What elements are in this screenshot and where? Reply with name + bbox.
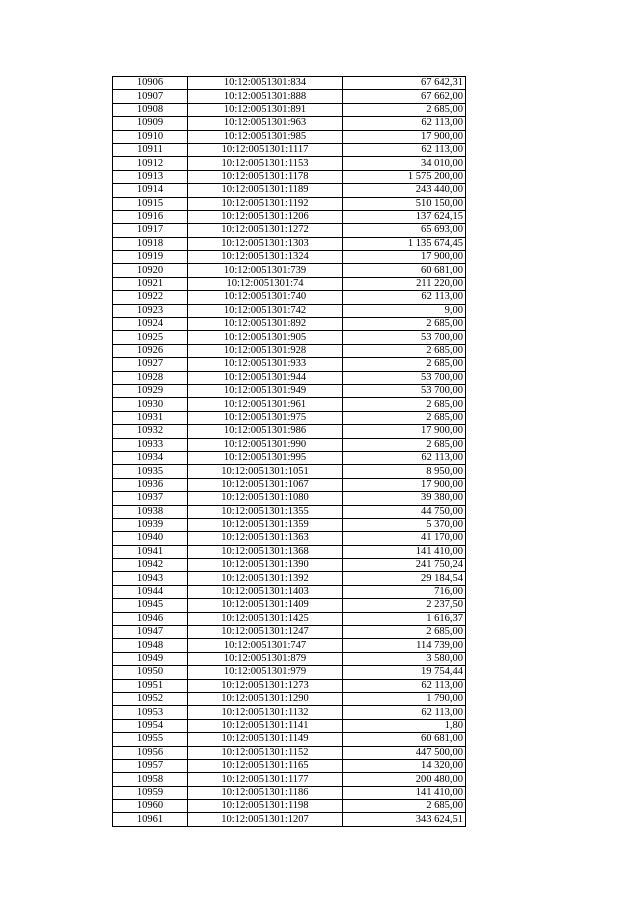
cadastral-value-cell: 2 237,50	[343, 599, 466, 612]
cadastral-number-cell: 10:12:0051301:963	[188, 117, 343, 130]
table-row	[113, 572, 466, 585]
row-number-cell: 10907	[113, 90, 188, 103]
cadastral-number-cell: 10:12:0051301:986	[188, 425, 343, 438]
cadastral-value-cell: 2 685,00	[343, 103, 466, 116]
table-row	[113, 599, 466, 612]
row-number-cell: 10911	[113, 143, 188, 156]
table-row	[113, 759, 466, 772]
row-number-cell: 10926	[113, 344, 188, 357]
cadastral-number-cell: 10:12:0051301:891	[188, 103, 343, 116]
cadastral-number-cell: 10:12:0051301:1149	[188, 733, 343, 746]
cadastral-number-cell: 10:12:0051301:1080	[188, 492, 343, 505]
row-number-cell: 10921	[113, 277, 188, 290]
table-row	[113, 719, 466, 732]
cadastral-value-cell: 2 685,00	[343, 800, 466, 813]
table-row	[113, 639, 466, 652]
document-page	[112, 76, 462, 827]
table-row	[113, 264, 466, 277]
row-number-cell: 10909	[113, 117, 188, 130]
cadastral-value-cell: 67 662,00	[343, 90, 466, 103]
cadastral-value-cell: 41 170,00	[343, 532, 466, 545]
cadastral-number-cell: 10:12:0051301:979	[188, 666, 343, 679]
cadastral-value-cell: 14 320,00	[343, 759, 466, 772]
cadastral-number-cell: 10:12:0051301:1247	[188, 626, 343, 639]
row-number-cell: 10923	[113, 304, 188, 317]
cadastral-value-cell: 62 113,00	[343, 679, 466, 692]
table-row	[113, 237, 466, 250]
row-number-cell: 10949	[113, 652, 188, 665]
table-row	[113, 465, 466, 478]
cadastral-number-cell: 10:12:0051301:1153	[188, 157, 343, 170]
row-number-cell: 10914	[113, 184, 188, 197]
cadastral-number-cell: 10:12:0051301:1390	[188, 559, 343, 572]
table-row	[113, 398, 466, 411]
cadastral-number-cell: 10:12:0051301:1207	[188, 813, 343, 826]
cadastral-value-cell: 17 900,00	[343, 478, 466, 491]
table-body	[113, 77, 466, 827]
row-number-cell: 10947	[113, 626, 188, 639]
table-row	[113, 304, 466, 317]
cadastral-value-cell: 1 135 674,45	[343, 237, 466, 250]
row-number-cell: 10945	[113, 599, 188, 612]
cadastral-value-cell: 9,00	[343, 304, 466, 317]
table-row	[113, 692, 466, 705]
cadastral-number-cell: 10:12:0051301:1132	[188, 706, 343, 719]
cadastral-value-cell: 62 113,00	[343, 143, 466, 156]
cadastral-number-cell: 10:12:0051301:1392	[188, 572, 343, 585]
table-row	[113, 277, 466, 290]
cadastral-number-cell: 10:12:0051301:879	[188, 652, 343, 665]
cadastral-value-cell: 67 642,31	[343, 77, 466, 90]
cadastral-value-cell: 243 440,00	[343, 184, 466, 197]
table-row	[113, 130, 466, 143]
cadastral-number-cell: 10:12:0051301:1403	[188, 585, 343, 598]
cadastral-value-cell: 1 575 200,00	[343, 170, 466, 183]
cadastral-value-cell: 2 685,00	[343, 411, 466, 424]
cadastral-number-cell: 10:12:0051301:74	[188, 277, 343, 290]
table-row	[113, 318, 466, 331]
cadastral-number-cell: 10:12:0051301:739	[188, 264, 343, 277]
row-number-cell: 10928	[113, 371, 188, 384]
cadastral-number-cell: 10:12:0051301:1368	[188, 545, 343, 558]
row-number-cell: 10950	[113, 666, 188, 679]
table-row	[113, 344, 466, 357]
table-row	[113, 492, 466, 505]
row-number-cell: 10934	[113, 451, 188, 464]
row-number-cell: 10940	[113, 532, 188, 545]
cadastral-value-cell: 44 750,00	[343, 505, 466, 518]
table-row	[113, 170, 466, 183]
cadastral-value-cell: 114 739,00	[343, 639, 466, 652]
row-number-cell: 10953	[113, 706, 188, 719]
cadastral-number-cell: 10:12:0051301:1051	[188, 465, 343, 478]
row-number-cell: 10957	[113, 759, 188, 772]
table-row	[113, 77, 466, 90]
cadastral-number-cell: 10:12:0051301:740	[188, 291, 343, 304]
cadastral-value-cell: 39 380,00	[343, 492, 466, 505]
cadastral-number-cell: 10:12:0051301:933	[188, 358, 343, 371]
row-number-cell: 10941	[113, 545, 188, 558]
cadastral-number-cell: 10:12:0051301:1290	[188, 692, 343, 705]
row-number-cell: 10922	[113, 291, 188, 304]
row-number-cell: 10942	[113, 559, 188, 572]
table-row	[113, 291, 466, 304]
cadastral-value-cell: 19 754,44	[343, 666, 466, 679]
cadastral-number-cell: 10:12:0051301:949	[188, 384, 343, 397]
table-row	[113, 438, 466, 451]
row-number-cell: 10931	[113, 411, 188, 424]
cadastral-number-cell: 10:12:0051301:961	[188, 398, 343, 411]
cadastral-number-cell: 10:12:0051301:1152	[188, 746, 343, 759]
cadastral-value-cell: 510 150,00	[343, 197, 466, 210]
cadastral-number-cell: 10:12:0051301:1303	[188, 237, 343, 250]
row-number-cell: 10929	[113, 384, 188, 397]
cadastral-number-cell: 10:12:0051301:1141	[188, 719, 343, 732]
table-row	[113, 679, 466, 692]
cadastral-number-cell: 10:12:0051301:888	[188, 90, 343, 103]
row-number-cell: 10915	[113, 197, 188, 210]
table-row	[113, 652, 466, 665]
row-number-cell: 10946	[113, 612, 188, 625]
cadastral-value-cell: 2 685,00	[343, 438, 466, 451]
cadastral-value-cell: 60 681,00	[343, 264, 466, 277]
table-row	[113, 626, 466, 639]
cadastral-number-cell: 10:12:0051301:892	[188, 318, 343, 331]
table-row	[113, 117, 466, 130]
table-row	[113, 746, 466, 759]
table-row	[113, 384, 466, 397]
cadastral-value-cell: 62 113,00	[343, 117, 466, 130]
cadastral-value-cell: 53 700,00	[343, 371, 466, 384]
row-number-cell: 10956	[113, 746, 188, 759]
table-row	[113, 478, 466, 491]
cadastral-value-cell: 2 685,00	[343, 398, 466, 411]
cadastral-number-cell: 10:12:0051301:742	[188, 304, 343, 317]
table-row	[113, 545, 466, 558]
row-number-cell: 10944	[113, 585, 188, 598]
row-number-cell: 10925	[113, 331, 188, 344]
cadastral-value-cell: 29 184,54	[343, 572, 466, 585]
cadastral-number-cell: 10:12:0051301:1324	[188, 251, 343, 264]
table-row	[113, 706, 466, 719]
row-number-cell: 10938	[113, 505, 188, 518]
row-number-cell: 10930	[113, 398, 188, 411]
cadastral-number-cell: 10:12:0051301:1355	[188, 505, 343, 518]
row-number-cell: 10961	[113, 813, 188, 826]
cadastral-number-cell: 10:12:0051301:1272	[188, 224, 343, 237]
row-number-cell: 10951	[113, 679, 188, 692]
row-number-cell: 10910	[113, 130, 188, 143]
row-number-cell: 10920	[113, 264, 188, 277]
row-number-cell: 10958	[113, 773, 188, 786]
cadastral-value-cell: 2 685,00	[343, 344, 466, 357]
cadastral-value-cell: 2 685,00	[343, 358, 466, 371]
table-row	[113, 773, 466, 786]
cadastral-number-cell: 10:12:0051301:1192	[188, 197, 343, 210]
cadastral-value-cell: 716,00	[343, 585, 466, 598]
table-row	[113, 666, 466, 679]
table-row	[113, 800, 466, 813]
cadastral-number-cell: 10:12:0051301:1178	[188, 170, 343, 183]
row-number-cell: 10933	[113, 438, 188, 451]
cadastral-value-cell: 65 693,00	[343, 224, 466, 237]
cadastral-value-cell: 343 624,51	[343, 813, 466, 826]
row-number-cell: 10960	[113, 800, 188, 813]
cadastral-number-cell: 10:12:0051301:834	[188, 77, 343, 90]
cadastral-value-cell: 5 370,00	[343, 518, 466, 531]
cadastral-number-cell: 10:12:0051301:1425	[188, 612, 343, 625]
cadastral-number-cell: 10:12:0051301:944	[188, 371, 343, 384]
cadastral-number-cell: 10:12:0051301:1067	[188, 478, 343, 491]
table-row	[113, 103, 466, 116]
row-number-cell: 10937	[113, 492, 188, 505]
cadastral-number-cell: 10:12:0051301:1186	[188, 786, 343, 799]
table-row	[113, 532, 466, 545]
table-row	[113, 559, 466, 572]
cadastral-value-cell: 34 010,00	[343, 157, 466, 170]
cadastral-number-cell: 10:12:0051301:1363	[188, 532, 343, 545]
cadastral-value-cell: 17 900,00	[343, 425, 466, 438]
table-row	[113, 358, 466, 371]
cadastral-number-cell: 10:12:0051301:1206	[188, 210, 343, 223]
table-row	[113, 197, 466, 210]
cadastral-value-cell: 62 113,00	[343, 706, 466, 719]
table-row	[113, 184, 466, 197]
row-number-cell: 10916	[113, 210, 188, 223]
cadastral-value-cell: 3 580,00	[343, 652, 466, 665]
cadastral-value-cell: 62 113,00	[343, 451, 466, 464]
table-row	[113, 451, 466, 464]
cadastral-value-cell: 211 220,00	[343, 277, 466, 290]
table-row	[113, 371, 466, 384]
cadastral-value-cell: 2 685,00	[343, 318, 466, 331]
cadastral-value-cell: 17 900,00	[343, 251, 466, 264]
cadastral-number-cell: 10:12:0051301:905	[188, 331, 343, 344]
row-number-cell: 10908	[113, 103, 188, 116]
cadastral-number-cell: 10:12:0051301:1165	[188, 759, 343, 772]
table-row	[113, 90, 466, 103]
table-row	[113, 518, 466, 531]
row-number-cell: 10943	[113, 572, 188, 585]
row-number-cell: 10932	[113, 425, 188, 438]
cadastral-value-cell: 60 681,00	[343, 733, 466, 746]
cadastral-value-cell: 2 685,00	[343, 626, 466, 639]
row-number-cell: 10913	[113, 170, 188, 183]
row-number-cell: 10918	[113, 237, 188, 250]
cadastral-number-cell: 10:12:0051301:1117	[188, 143, 343, 156]
cadastral-value-cell: 8 950,00	[343, 465, 466, 478]
cadastral-value-table	[112, 76, 466, 827]
cadastral-number-cell: 10:12:0051301:1198	[188, 800, 343, 813]
table-row	[113, 786, 466, 799]
row-number-cell: 10955	[113, 733, 188, 746]
table-row	[113, 505, 466, 518]
table-row	[113, 411, 466, 424]
cadastral-value-cell: 53 700,00	[343, 331, 466, 344]
cadastral-number-cell: 10:12:0051301:990	[188, 438, 343, 451]
cadastral-number-cell: 10:12:0051301:1273	[188, 679, 343, 692]
row-number-cell: 10936	[113, 478, 188, 491]
cadastral-number-cell: 10:12:0051301:928	[188, 344, 343, 357]
cadastral-value-cell: 137 624,15	[343, 210, 466, 223]
cadastral-number-cell: 10:12:0051301:1409	[188, 599, 343, 612]
cadastral-number-cell: 10:12:0051301:1189	[188, 184, 343, 197]
table-row	[113, 210, 466, 223]
cadastral-value-cell: 241 750,24	[343, 559, 466, 572]
cadastral-number-cell: 10:12:0051301:1359	[188, 518, 343, 531]
cadastral-value-cell: 1 790,00	[343, 692, 466, 705]
table-row	[113, 331, 466, 344]
cadastral-number-cell: 10:12:0051301:1177	[188, 773, 343, 786]
row-number-cell: 10952	[113, 692, 188, 705]
row-number-cell: 10912	[113, 157, 188, 170]
table-row	[113, 612, 466, 625]
cadastral-value-cell: 1,80	[343, 719, 466, 732]
row-number-cell: 10919	[113, 251, 188, 264]
table-row	[113, 425, 466, 438]
row-number-cell: 10924	[113, 318, 188, 331]
row-number-cell: 10927	[113, 358, 188, 371]
table-row	[113, 143, 466, 156]
row-number-cell: 10939	[113, 518, 188, 531]
row-number-cell: 10948	[113, 639, 188, 652]
cadastral-number-cell: 10:12:0051301:995	[188, 451, 343, 464]
table-row	[113, 224, 466, 237]
cadastral-value-cell: 141 410,00	[343, 786, 466, 799]
cadastral-value-cell: 1 616,37	[343, 612, 466, 625]
row-number-cell: 10954	[113, 719, 188, 732]
row-number-cell: 10906	[113, 77, 188, 90]
table-row	[113, 813, 466, 826]
table-row	[113, 157, 466, 170]
cadastral-value-cell: 17 900,00	[343, 130, 466, 143]
row-number-cell: 10935	[113, 465, 188, 478]
cadastral-number-cell: 10:12:0051301:975	[188, 411, 343, 424]
cadastral-number-cell: 10:12:0051301:747	[188, 639, 343, 652]
cadastral-value-cell: 62 113,00	[343, 291, 466, 304]
cadastral-value-cell: 200 480,00	[343, 773, 466, 786]
table-row	[113, 733, 466, 746]
cadastral-value-cell: 447 500,00	[343, 746, 466, 759]
row-number-cell: 10959	[113, 786, 188, 799]
table-row	[113, 585, 466, 598]
cadastral-value-cell: 141 410,00	[343, 545, 466, 558]
cadastral-value-cell: 53 700,00	[343, 384, 466, 397]
row-number-cell: 10917	[113, 224, 188, 237]
table-row	[113, 251, 466, 264]
cadastral-number-cell: 10:12:0051301:985	[188, 130, 343, 143]
